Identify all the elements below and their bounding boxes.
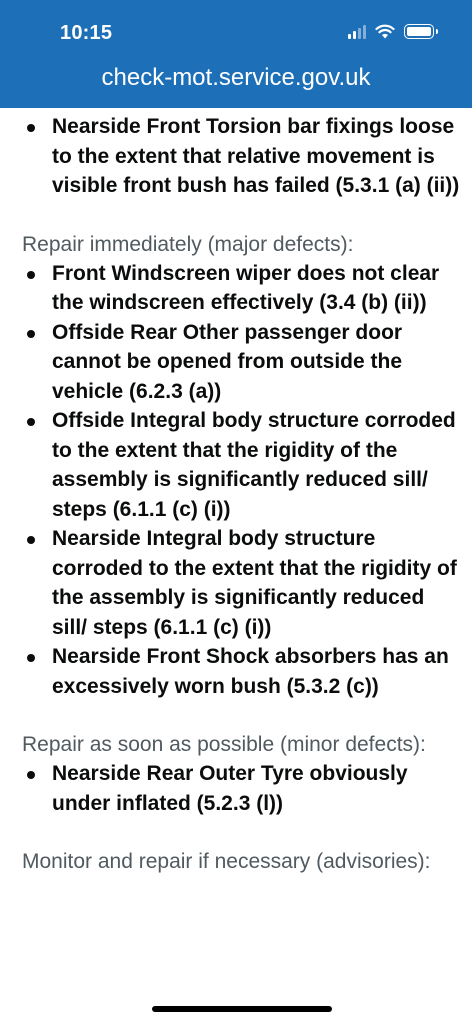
bullet-icon: [27, 330, 35, 338]
defect-item: Front Windscreen wiper does not clear the windscreen effectively (3.4 (b) (ii)): [22, 259, 462, 318]
bullet-icon: [27, 771, 35, 779]
defect-item: Nearside Front Shock absorbers has an excessively worn bush (5.3.2 (c)): [22, 642, 462, 701]
wifi-icon: [375, 24, 395, 39]
defect-item: Nearside Rear Outer Tyre obviously under inflated (5.2.3 (l)): [22, 759, 462, 818]
address-bar-url[interactable]: check-mot.service.gov.uk: [101, 64, 371, 91]
home-indicator[interactable]: [152, 1006, 332, 1012]
defect-item: Offside Rear Other passenger door cannot be opened from outside the vehicle (6.2.3 (a)): [22, 318, 462, 407]
defect-item: Nearside Integral body structure corroded to the extent that the rigidity of the assembly is significantly reduced sill/ steps (6.1.1 (c) (i)): [22, 524, 462, 642]
status-time: 10:15: [60, 22, 113, 44]
defect-item: Nearside Front Torsion bar fixings loose to the extent that relative movement is visible front bush has failed (5.3.1 (a) (ii)): [22, 112, 462, 201]
minor-defects-heading: Repair as soon as possible (minor defects):: [22, 733, 426, 756]
signal-icon: [348, 25, 366, 39]
major-defect-list: [22, 259, 462, 702]
advisories-heading: Monitor and repair if necessary (advisories):: [22, 850, 431, 873]
bullet-icon: [27, 418, 35, 426]
bullet-icon: [27, 124, 35, 132]
minor-defect-list: [22, 759, 462, 818]
bullet-icon: [27, 536, 35, 544]
major-defects-heading: Repair immediately (major defects):: [22, 232, 354, 256]
mot-defects-content: [22, 112, 462, 876]
bullet-icon: [27, 271, 35, 279]
browser-top-bar: [0, 0, 472, 108]
defect-item: Offside Integral body structure corroded to the extent that the rigidity of the assembly is significantly reduced sill/ steps (6.1.1 (c) (i)): [22, 406, 462, 524]
battery-icon: [404, 24, 434, 39]
bullet-icon: [27, 654, 35, 662]
defect-list-continued: [22, 112, 462, 201]
status-icons: [348, 24, 434, 39]
